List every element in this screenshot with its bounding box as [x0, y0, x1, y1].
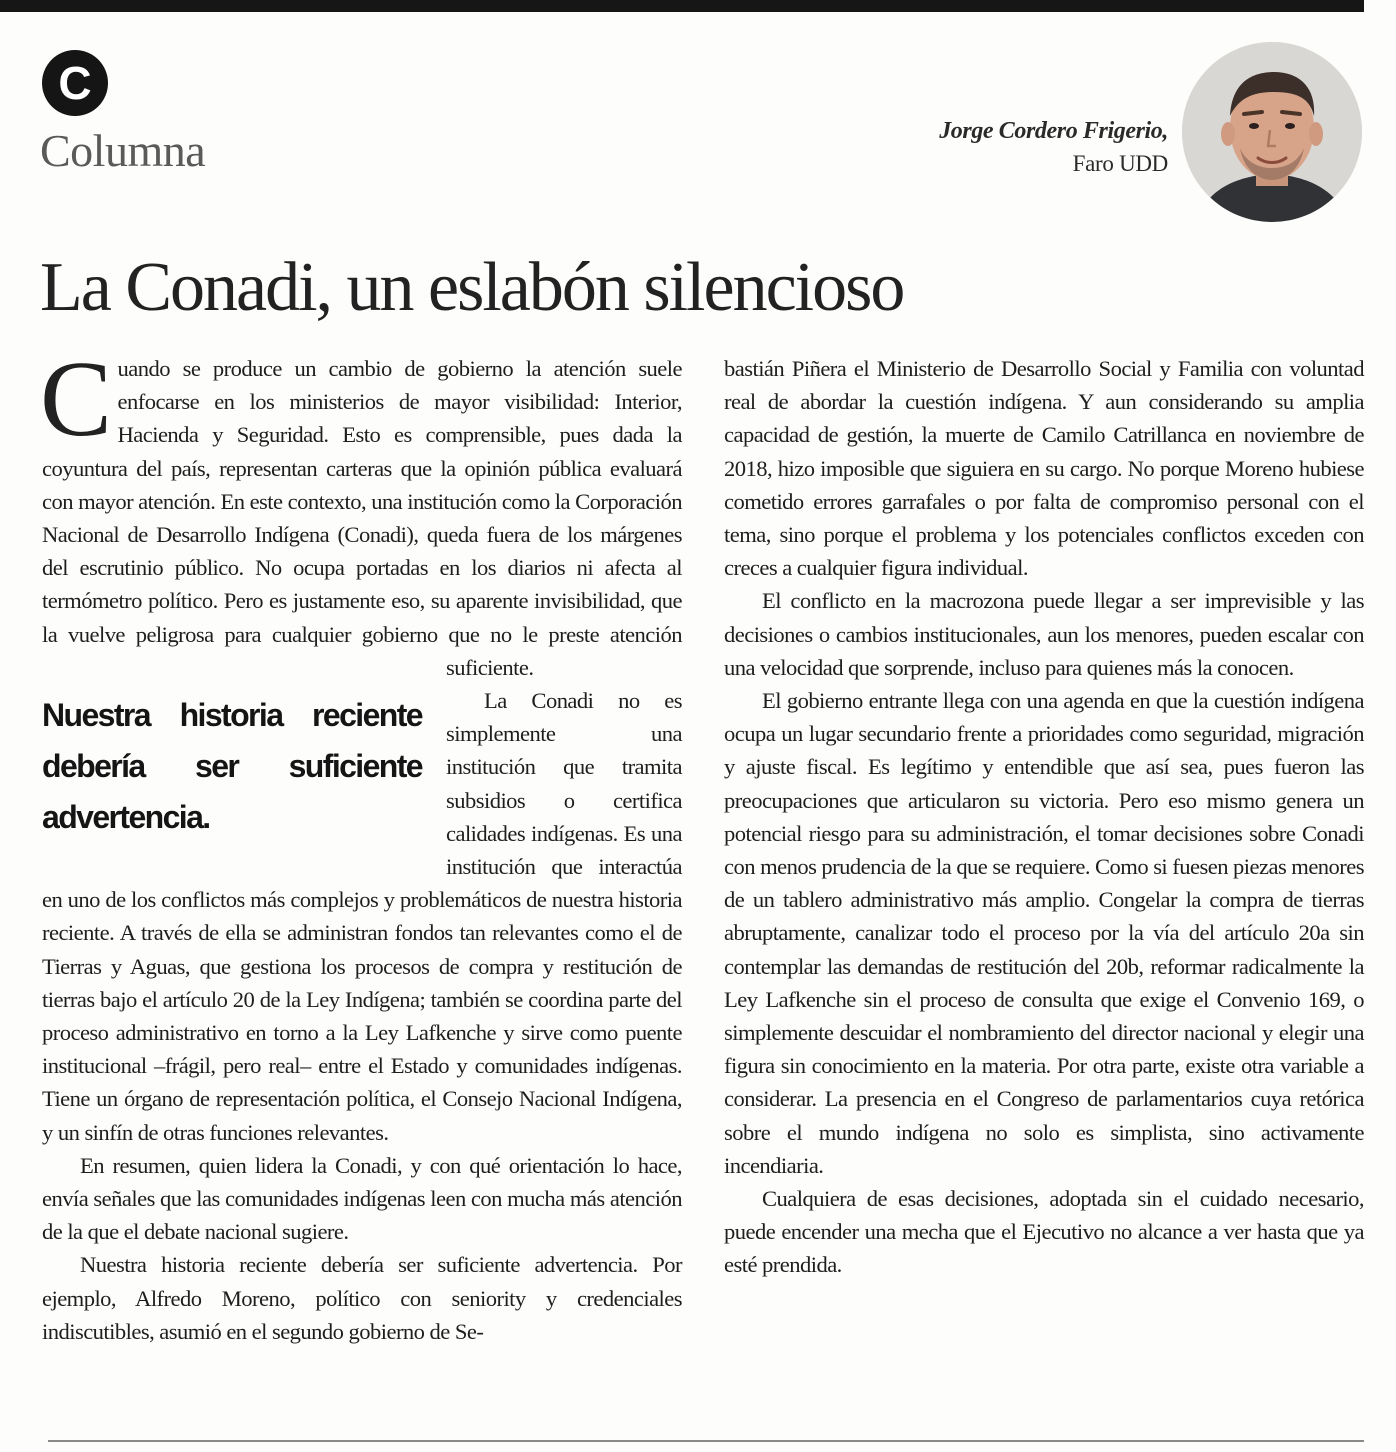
section-label: Columna: [40, 125, 206, 176]
article-paragraph: El conflicto en la macrozona puede llegar a ser imprevisible y las decisiones o cambios institucionales, aun los menores, pueden escalar con una velocidad que sorprende, incluso para quienes más la conocen.: [724, 588, 1364, 680]
article-paragraph: Cualquiera de esas decisiones, adoptada sin el cuidado necesario, puede encender una mecha que el Ejecutivo no alcance a ver hasta que ya esté prendida.: [724, 1186, 1364, 1278]
bottom-rule: [48, 1440, 1364, 1442]
author-photo: [1182, 42, 1362, 222]
article-paragraph: En resumen, quien lidera la Conadi, y con qué orientación lo hace, envía señales que las comunidades indígenas leen con mucha más atención de la que el debate nacional sugiere.: [42, 1152, 682, 1245]
article-paragraph: La Conadi no es simplemente una institución que tramita subsidios o certifica calidades indígenas. Es una institución que interactúa en uno de los conflictos más complejos y problemáticos de nuestra historia reciente. A través de ella se administran fondos tan relevantes como el de Tierras y Aguas, que gestiona los procesos de compra y restitución de tierras bajo el artículo 20 de la Ley Indígena; también se coordina parte del proceso administrativo en torno a la Ley Lafkenche y sirve como puente institucional –frágil, pero real– entre el Estado y comunidades indígenas. Tiene un órgano de representación política, el Consejo Nacional Indígena, y un sinfín de otras funciones relevantes.: [42, 688, 682, 1145]
author-name: Jorge Cordero Frigerio,: [939, 118, 1168, 144]
section-badge: C: [42, 50, 108, 116]
article-headline: La Conadi, un eslabón silencioso: [40, 249, 904, 326]
author-portrait-icon: [1182, 42, 1362, 222]
article-paragraph: El gobierno entrante llega con una agenda en que la cuestión indígena ocupa un lugar secundario frente a prioridades como seguridad, migración y ajuste fiscal. Es legítimo y entendible que así sea, pues fueron las preocupaciones que articularon su victoria. Pero eso mismo genera un potencial riesgo para su administración, el tomar decisiones sobre Conadi con menos prudencia de la que se requiere. Como si fuesen piezas menores de un tablero administrativo más amplio. Congelar la compra de tierras abruptamente, canalizar todo el proceso por la vía del artículo 20a sin contemplar las demandas de restitución del 20b, reformar radicalmente la Ley Lafkenche sin el proceso de consulta que exige el Convenio 169, o simplemente descuidar el nombramiento del director nacional y elegir una figura sin conocimiento en la materia. Por otra parte, existe otra variable a considerar. La presencia en el Congreso de parlamentarios cuya retórica sobre el mundo indígena no solo es simplista, sino activamente incendiaria.: [724, 688, 1364, 1178]
article-column-left: [40, 340, 682, 1348]
author-affiliation: Faro UDD: [1072, 151, 1168, 176]
top-rule: [0, 0, 1364, 12]
article-column-right: [724, 352, 1364, 1282]
article-paragraph: [40, 340, 682, 835]
author-byline: [939, 118, 1168, 177]
article-paragraph: bastián Piñera el Ministerio de Desarrollo Social y Familia con voluntad real de abordar la cuestión indígena. Y aun considerando su amplia capacidad de gestión, la muerte de Camilo Catrillanca en noviembre de 2018, hizo imposible que siguiera en su cargo. No porque Moreno hubiese cometido errores garrafales o por falta de compromiso personal con el tema, sino porque el problema y los potenciales conflictos exceden con creces a cualquier figura individual.: [724, 356, 1364, 581]
pull-quote: Nuestra historia reciente debería ser suficiente advertencia.: [42, 697, 422, 835]
article-paragraph: Nuestra historia reciente debería ser suficiente advertencia. Por ejemplo, Alfredo Moreno, político con seniority y credenciales indiscutibles, asumió en el segundo gobierno de Se-: [42, 1252, 682, 1344]
paragraph-text: uando se produce un cambio de gobierno la atención suele enfocarse en los ministerios de mayor visibilidad: Interior, Hacienda y Seguridad. Esto es comprensible, pues dada la coyuntura del país, representan carteras que la opinión pública evaluará con mayor atención. En este contexto, una institución como la Corporación Nacional de Desarrollo Indígena (Conadi), queda fuera de los márgenes del escrutinio público. No ocupa portadas en los diarios ni afecta al termómetro político. Pero es justamente eso, su aparente invisibilidad, que la vuelve peligrosa para cualquier gobierno que no le preste atención suficiente.: [42, 356, 682, 680]
drop-cap: C: [40, 340, 112, 459]
